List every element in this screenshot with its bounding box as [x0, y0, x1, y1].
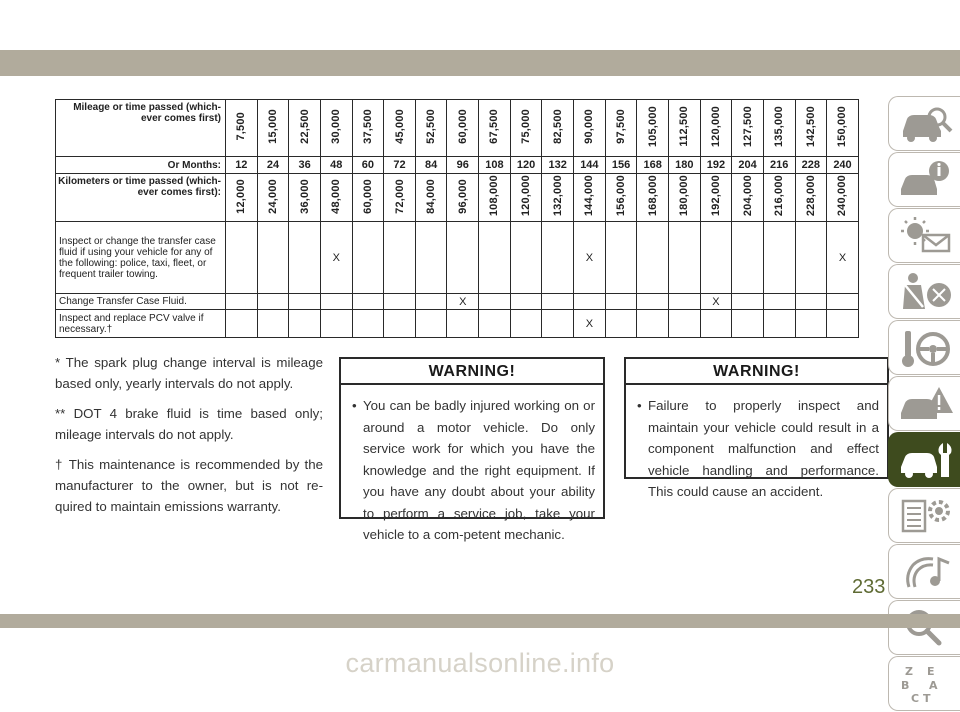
watermark: carmanualsonline.info [345, 648, 615, 678]
service-mark [827, 294, 859, 310]
service-mark [257, 310, 289, 338]
interval-value: 135,000 [773, 105, 786, 148]
service-mark [510, 294, 542, 310]
interval-value: 84,000 [425, 178, 438, 214]
warning-text: Failure to properly inspect and maintain your vehicle could result in a component malfunction and effect vehicle handling and performance. This could cause an accident. [648, 398, 879, 499]
service-mark [226, 222, 258, 294]
interval-value: 156,000 [615, 175, 627, 217]
interval-value: 112,500 [678, 106, 691, 147]
service-mark [289, 222, 321, 294]
service-mark [542, 222, 574, 294]
interval-cell [415, 174, 447, 222]
service-mark [668, 222, 700, 294]
service-mark [415, 310, 447, 338]
interval-cell [605, 100, 637, 157]
table-row [56, 222, 859, 294]
service-mark [542, 294, 574, 310]
maintenance-schedule-table [55, 99, 859, 338]
interval-cell [574, 174, 606, 222]
interval-value: 67,500 [488, 109, 501, 144]
interval-value: 144,000 [583, 175, 596, 217]
interval-cell [668, 174, 700, 222]
interval-cell [447, 100, 479, 157]
service-mark [668, 294, 700, 310]
service-mark [732, 310, 764, 338]
interval-cell [447, 174, 479, 222]
interval-value: 36,000 [298, 178, 311, 214]
interval-value: 72,000 [393, 178, 406, 214]
interval-value: 22,500 [298, 109, 311, 144]
interval-value: 82,500 [551, 109, 564, 144]
tab-safety-lights[interactable] [888, 208, 960, 263]
service-mark [384, 222, 416, 294]
interval-cell [763, 174, 795, 222]
service-mark [795, 294, 827, 310]
interval-cell [384, 100, 416, 157]
index-letter: E [927, 665, 935, 678]
interval-value: 120,000 [709, 105, 722, 148]
interval-cell: 60 [352, 157, 384, 174]
warning-title: WARNING! [341, 359, 603, 385]
bullet: • [352, 398, 357, 413]
steering-wheel-key-icon [899, 327, 955, 369]
interval-value: 240,000 [836, 175, 849, 217]
service-mark [763, 294, 795, 310]
car-wrench-icon [899, 439, 955, 481]
service-mark [479, 294, 511, 310]
service-mark [384, 294, 416, 310]
interval-value: 12,000 [235, 178, 248, 214]
interval-cell [668, 100, 700, 157]
service-mark [700, 222, 732, 294]
footer-band [0, 614, 960, 628]
interval-cell [542, 100, 574, 157]
interval-cell [827, 100, 859, 157]
service-mark [763, 310, 795, 338]
interval-cell [827, 174, 859, 222]
tab-getting-to-know-dashboard[interactable] [888, 152, 960, 207]
warning-lights-icon [899, 215, 955, 257]
service-mark [637, 310, 669, 338]
interval-cell: 24 [257, 157, 289, 174]
interval-cell [795, 174, 827, 222]
warning-body [626, 385, 887, 511]
footnote-spark-plug: * The spark plug change interval is mileage based only, yearly intervals do not apply. [55, 355, 323, 391]
service-mark [827, 310, 859, 338]
interval-value: 180,000 [678, 175, 691, 217]
service-mark: X [827, 222, 859, 294]
interval-value: 37,500 [361, 109, 374, 144]
interval-value: 60,000 [361, 178, 374, 214]
service-mark [605, 310, 637, 338]
service-mark [415, 222, 447, 294]
interval-value: 48,000 [330, 178, 343, 214]
interval-cell [637, 100, 669, 157]
interval-cell [510, 174, 542, 222]
index-letter: C [911, 692, 920, 705]
interval-value: 97,500 [615, 109, 627, 144]
interval-cell [574, 100, 606, 157]
service-mark [257, 294, 289, 310]
table-row [56, 310, 859, 338]
service-mark [732, 294, 764, 310]
service-mark [352, 294, 384, 310]
interval-cell [352, 100, 384, 157]
interval-cell [415, 100, 447, 157]
interval-cell: 180 [668, 157, 700, 174]
interval-value: 60,000 [456, 109, 469, 144]
interval-cell: 12 [226, 157, 258, 174]
interval-cell [289, 174, 321, 222]
interval-cell: 36 [289, 157, 321, 174]
interval-cell: 156 [605, 157, 637, 174]
interval-cell [605, 174, 637, 222]
tab-servicing-maintenance[interactable] [888, 432, 960, 487]
service-mark [763, 222, 795, 294]
warning-body [341, 385, 603, 554]
service-mark [352, 310, 384, 338]
interval-cell: 216 [763, 157, 795, 174]
service-mark: X [447, 294, 479, 310]
interval-value: 24,000 [266, 178, 279, 214]
service-mark [542, 310, 574, 338]
interval-cell [700, 100, 732, 157]
interval-cell: 228 [795, 157, 827, 174]
interval-cell: 168 [637, 157, 669, 174]
service-mark [479, 310, 511, 338]
interval-cell [732, 174, 764, 222]
tab-getting-to-know-vehicle[interactable] [888, 96, 960, 151]
row-header: Mileage or time passed (which-ever comes first) [56, 100, 226, 157]
interval-value: 96,000 [456, 178, 469, 214]
interval-cell: 108 [479, 157, 511, 174]
index-letter: T [923, 692, 931, 705]
interval-value: 204,000 [741, 175, 754, 217]
service-mark: X [700, 294, 732, 310]
interval-cell [795, 100, 827, 157]
interval-cell [289, 100, 321, 157]
interval-cell [479, 174, 511, 222]
interval-cell [384, 174, 416, 222]
interval-cell: 96 [447, 157, 479, 174]
interval-value: 168,000 [646, 175, 659, 217]
service-mark: X [574, 310, 606, 338]
mileage-row [56, 100, 859, 157]
index-letter: B [901, 679, 910, 692]
service-mark [289, 310, 321, 338]
interval-cell [510, 100, 542, 157]
car-hazard-icon [899, 383, 955, 425]
service-mark [415, 294, 447, 310]
interval-cell [700, 174, 732, 222]
interval-cell [320, 174, 352, 222]
interval-cell [352, 174, 384, 222]
service-mark [447, 310, 479, 338]
interval-cell [542, 174, 574, 222]
interval-value: 216,000 [773, 175, 786, 217]
interval-cell [226, 174, 258, 222]
service-mark [637, 222, 669, 294]
service-mark [289, 294, 321, 310]
interval-cell [257, 100, 289, 157]
interval-cell: 240 [827, 157, 859, 174]
interval-value: 150,000 [836, 105, 849, 148]
interval-value: 142,500 [804, 105, 817, 148]
interval-cell: 84 [415, 157, 447, 174]
interval-cell [763, 100, 795, 157]
service-mark: X [320, 222, 352, 294]
service-mark [510, 310, 542, 338]
service-mark [732, 222, 764, 294]
interval-cell [257, 174, 289, 222]
service-mark [605, 222, 637, 294]
interval-value: 90,000 [583, 109, 596, 144]
interval-value: 75,000 [520, 109, 533, 144]
airbag-seatbelt-icon [899, 271, 955, 313]
service-mark [479, 222, 511, 294]
interval-cell: 192 [700, 157, 732, 174]
service-mark [352, 222, 384, 294]
row-header: Or Months: [56, 157, 226, 174]
service-mark [574, 294, 606, 310]
tab-in-case-of-emergency[interactable] [888, 376, 960, 431]
interval-value: 45,000 [393, 109, 406, 144]
car-info-icon [899, 159, 955, 201]
warning-text: You can be badly injured working on or around a motor vehicle. Do only service work for which you have the knowledge and the right equipment. If you have any doubt about your ability to perform a service job, take your vehicle to a com-petent mechanic. [363, 398, 595, 542]
interval-value: 7,500 [235, 112, 248, 141]
service-mark [605, 294, 637, 310]
footnotes [55, 352, 323, 526]
interval-value: 15,000 [266, 109, 279, 144]
interval-cell [226, 100, 258, 157]
index-letter: Z [905, 665, 913, 678]
interval-value: 228,000 [804, 175, 817, 217]
task-label: Inspect and replace PCV valve if necessary.† [56, 310, 226, 338]
interval-value: 52,500 [425, 109, 438, 144]
header-band [0, 50, 960, 76]
service-mark [384, 310, 416, 338]
bullet: • [637, 398, 642, 413]
interval-cell [479, 100, 511, 157]
service-mark [226, 294, 258, 310]
tab-technical-specifications[interactable] [888, 488, 960, 543]
interval-value: 108,000 [488, 175, 501, 217]
interval-cell: 48 [320, 157, 352, 174]
service-mark [226, 310, 258, 338]
interval-value: 192,000 [709, 175, 722, 217]
interval-cell: 204 [732, 157, 764, 174]
months-row [56, 157, 859, 174]
multimedia-icon [899, 551, 955, 593]
service-mark [510, 222, 542, 294]
service-mark [257, 222, 289, 294]
car-magnifier-icon [899, 103, 955, 145]
tab-safety[interactable] [888, 264, 960, 319]
task-label: Change Transfer Case Fluid. [56, 294, 226, 310]
interval-cell: 120 [510, 157, 542, 174]
interval-cell [320, 100, 352, 157]
interval-value: 105,000 [646, 105, 659, 148]
specifications-gear-icon [899, 495, 955, 537]
service-mark [320, 294, 352, 310]
warning-title: WARNING! [626, 359, 887, 385]
service-mark: X [574, 222, 606, 294]
interval-cell [637, 174, 669, 222]
service-mark [668, 310, 700, 338]
table-row [56, 294, 859, 310]
footnote-emissions: † This maintenance is recommended by the manufacturer to the owner, but is not re-quired to maintain emissions warranty. [55, 457, 323, 514]
task-label: Inspect or change the transfer case fluid if using your vehicle for any of the following: police, taxi, fleet, or frequent trailer towing. [56, 222, 226, 294]
interval-cell: 132 [542, 157, 574, 174]
interval-value: 127,500 [741, 105, 754, 148]
interval-cell [732, 100, 764, 157]
interval-cell: 72 [384, 157, 416, 174]
kilometers-row [56, 174, 859, 222]
warning-box-inspection [624, 357, 889, 499]
tab-starting-operating[interactable] [888, 320, 960, 375]
warning-box-service [339, 357, 605, 542]
footnote-brake-fluid: ** DOT 4 brake fluid is time based only; mileage intervals do not apply. [55, 406, 323, 442]
tab-multimedia[interactable] [888, 544, 960, 599]
service-mark [795, 222, 827, 294]
service-mark [795, 310, 827, 338]
row-header: Kilometers or time passed (which-ever comes first): [56, 174, 226, 222]
service-mark [700, 310, 732, 338]
interval-value: 132,000 [551, 175, 564, 217]
interval-value: 30,000 [330, 109, 343, 144]
page-number: 233 [852, 576, 886, 598]
service-mark [320, 310, 352, 338]
service-mark [447, 222, 479, 294]
interval-cell: 144 [574, 157, 606, 174]
service-mark [637, 294, 669, 310]
index-letter: A [929, 679, 938, 692]
interval-value: 120,000 [520, 175, 533, 217]
